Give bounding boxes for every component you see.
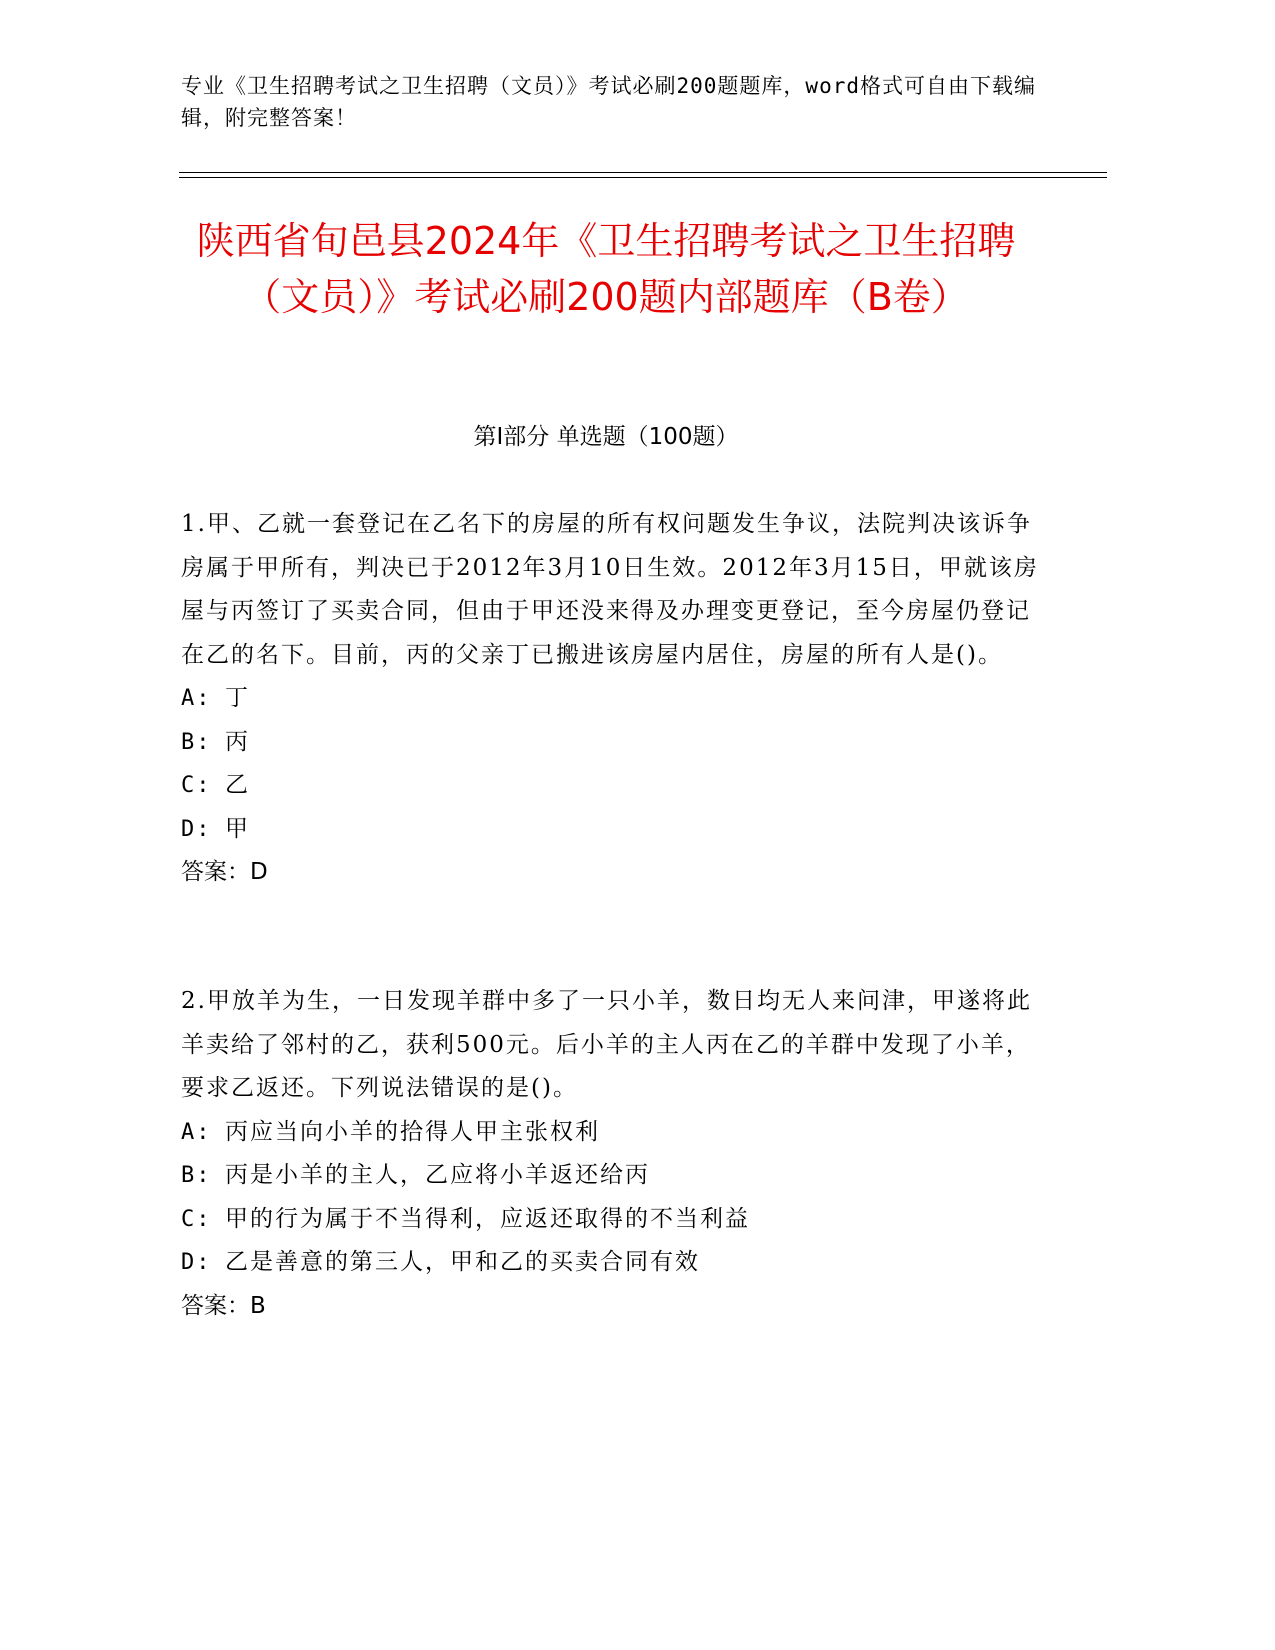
option-d (181, 1241, 1041, 1285)
option-key: A: (181, 686, 212, 711)
question-stem: 2.甲放羊为生，一日发现羊群中多了一只小羊，数日均无人来问津，甲遂将此羊卖给了邻村的乙，获利500元。后小羊的主人丙在乙的羊群中发现了小羊，要求乙返还。下列说法错误的是()。 (181, 988, 1032, 1101)
option-key: B: (181, 1163, 212, 1188)
option-c (181, 1198, 1041, 1242)
option-text: 乙 (225, 772, 250, 798)
document-title: 陕西省旬邑县2024年《卫生招聘考试之卫生招聘（文员）》考试必刷200题内部题库（B卷） (196, 219, 1016, 319)
option-text: 丙 (225, 728, 250, 755)
header-divider (179, 172, 1107, 178)
section-title: 第Ⅰ部分 单选题（100题） (473, 424, 739, 450)
option-text: 甲 (225, 815, 250, 842)
option-d (181, 808, 1041, 852)
question-2 (181, 980, 1041, 1328)
option-key: C: (181, 1206, 212, 1232)
option-text: 丙应当向小羊的拾得人甲主张权利 (225, 1118, 600, 1145)
answer-line: 答案：D (181, 859, 268, 885)
option-key: A: (181, 1119, 212, 1145)
option-a (181, 1111, 1041, 1155)
option-b (181, 721, 1041, 765)
option-a (181, 677, 1041, 721)
question-1 (181, 503, 1041, 895)
option-text: 丁 (225, 685, 250, 711)
option-text: 甲的行为属于不当得利，应返还取得的不当利益 (225, 1205, 750, 1232)
option-c (181, 764, 1041, 808)
option-text: 乙是善意的第三人，甲和乙的买卖合同有效 (225, 1249, 700, 1275)
option-b (181, 1154, 1041, 1198)
answer-line: 答案：B (181, 1292, 266, 1319)
header-note: 专业《卫生招聘考试之卫生招聘（文员）》考试必刷200题题库，word格式可自由下载编辑，附完整答案！ (181, 74, 1036, 130)
option-key: D: (181, 816, 212, 842)
option-text: 丙是小羊的主人，乙应将小羊返还给丙 (225, 1162, 650, 1188)
option-key: B: (181, 729, 212, 755)
option-key: D: (181, 1250, 212, 1275)
option-key: C: (181, 773, 212, 798)
question-stem: 1.甲、乙就一套登记在乙名下的房屋的所有权问题发生争议，法院判决该诉争房属于甲所有，判决已于2012年3月10日生效。2012年3月15日，甲就该房屋与丙签订了买卖合同，但由于甲还没来得及办理变更登记，至今房屋仍登记在乙的名下。目前，丙的父亲丁已搬进该房屋内居住，房屋的所有人是()。 (181, 511, 1039, 668)
